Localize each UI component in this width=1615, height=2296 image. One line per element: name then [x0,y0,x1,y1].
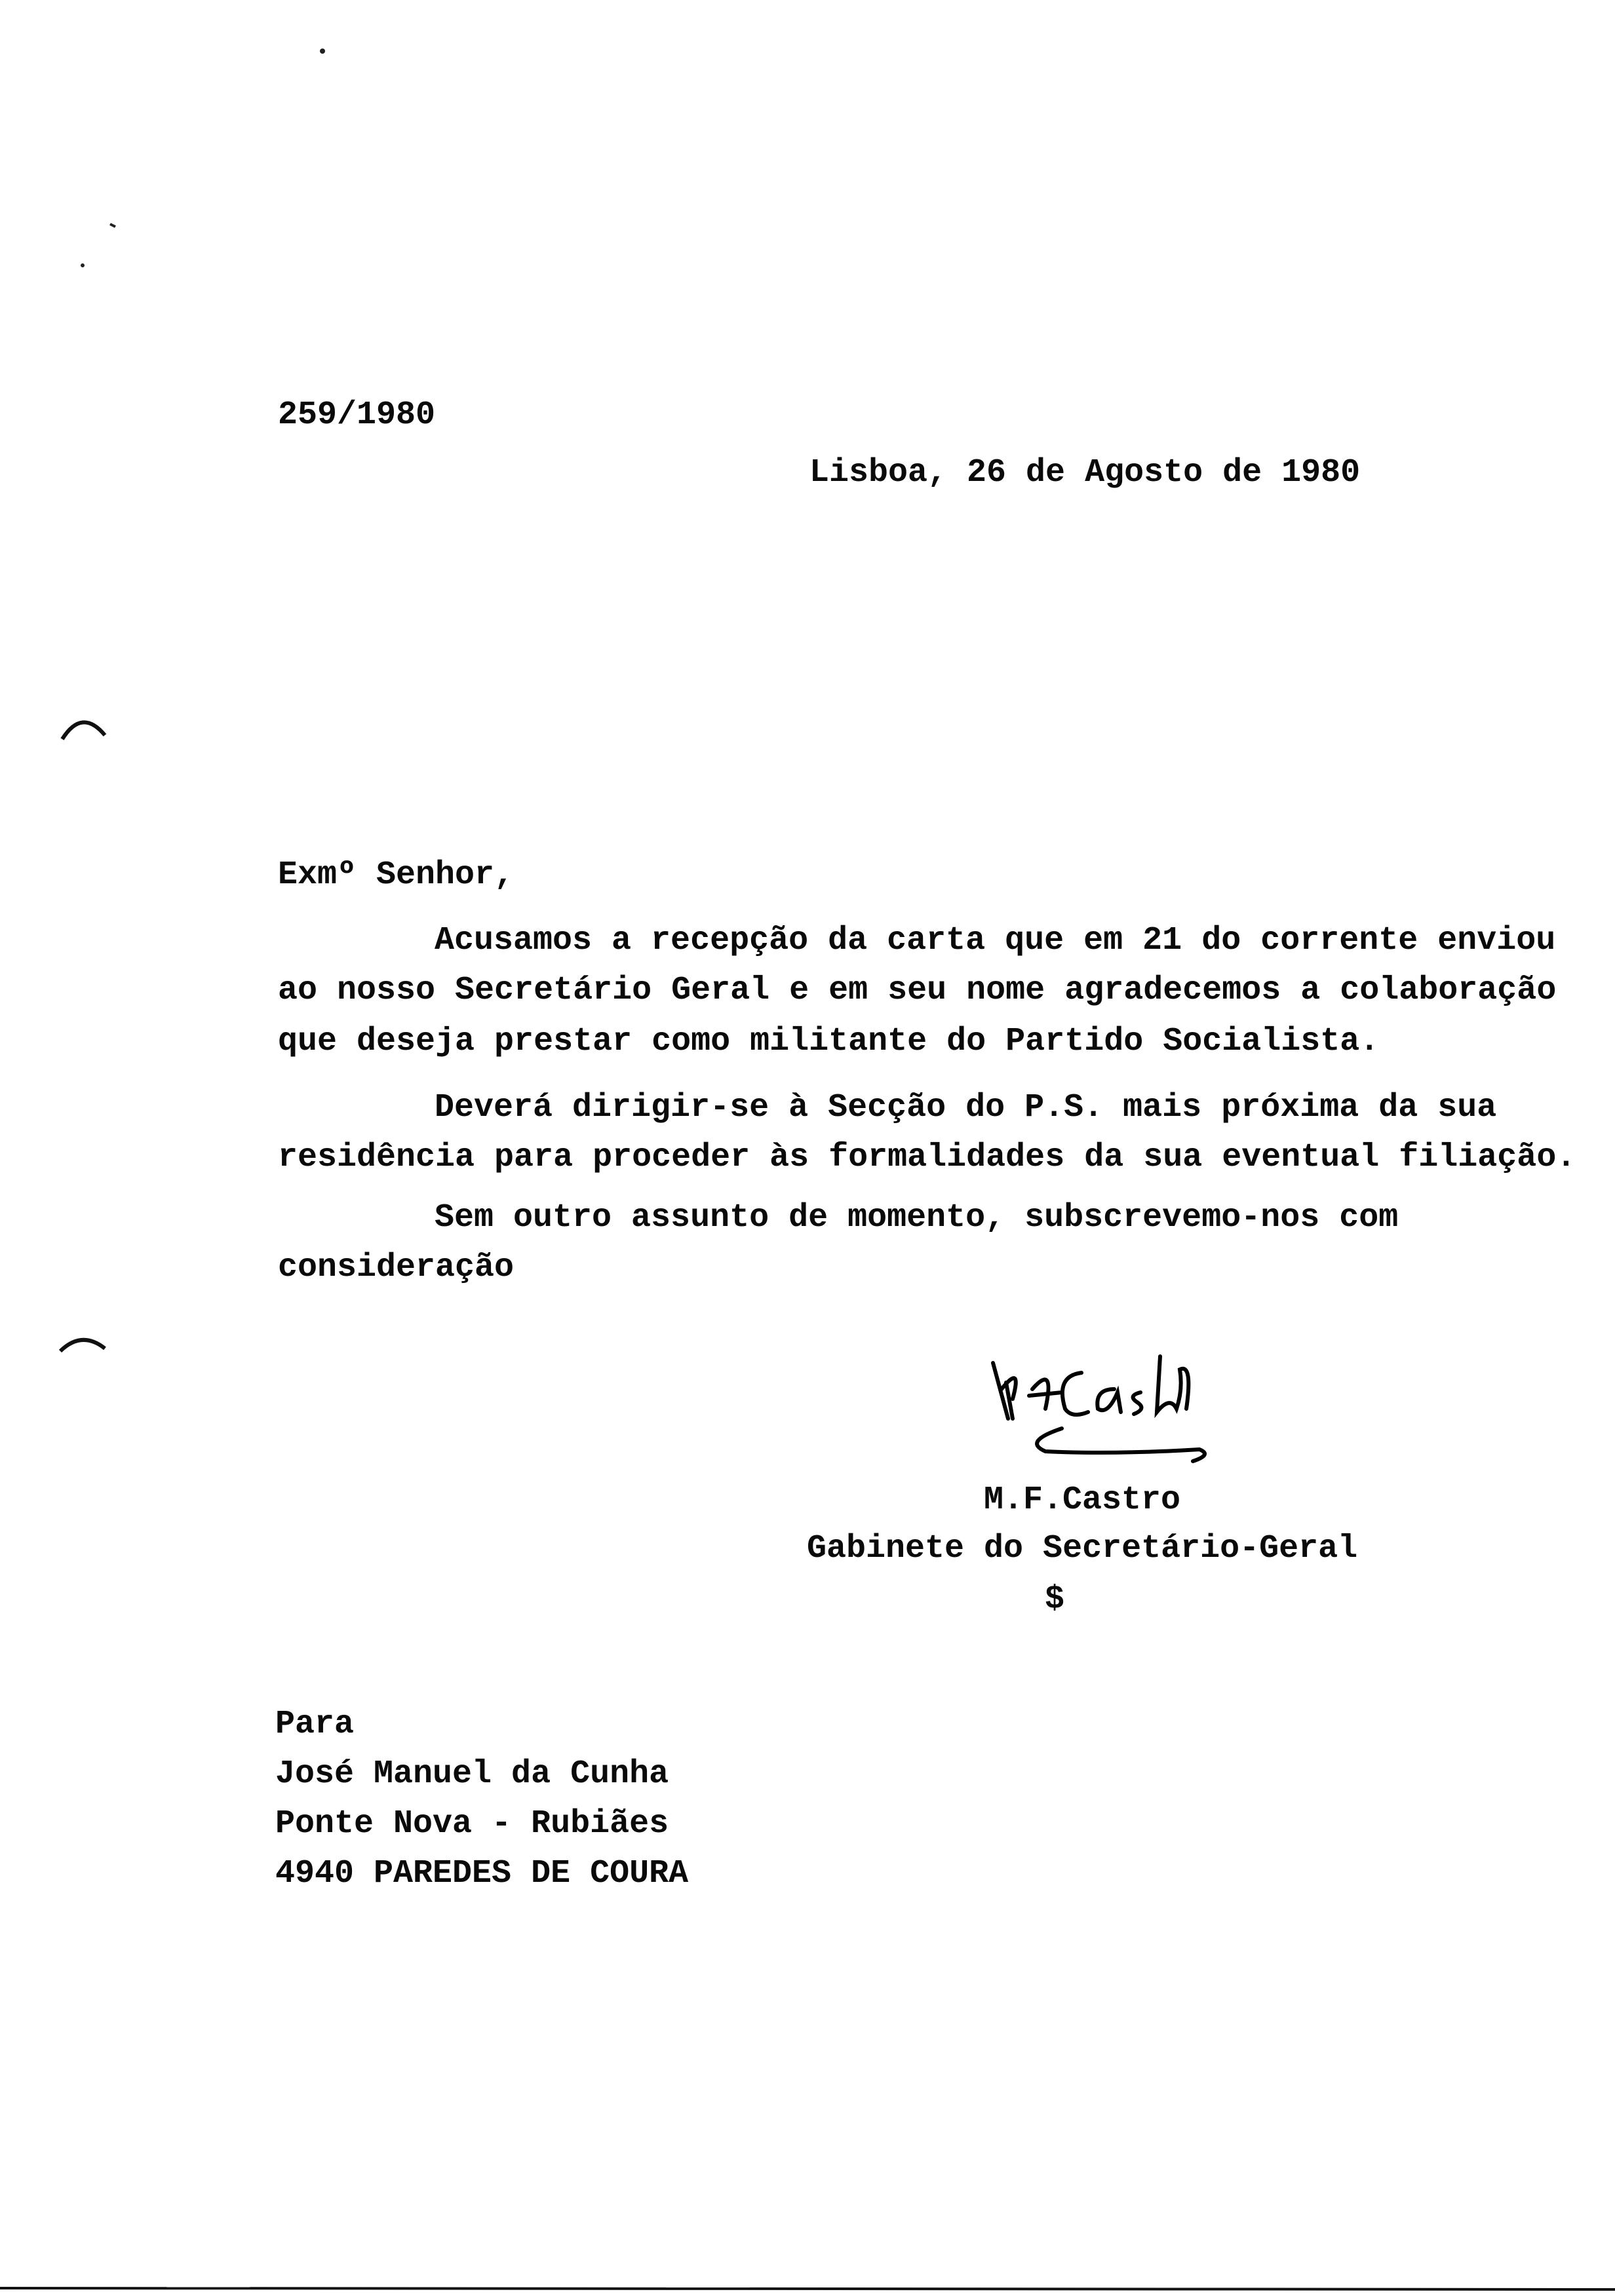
signatory-mark: $ [1045,1581,1065,1618]
recipient-label: Para [275,1706,355,1743]
paragraph-2-line-1: Deverá dirigir-se à Secção do P.S. mais próxima da sua [435,1089,1497,1126]
paragraph-1-line-3: que deseja prestar como militante do Partido Socialista. [278,1023,1380,1060]
paragraph-3-line-1: Sem outro assunto de momento, subscrevemo-nos com [435,1199,1399,1236]
paragraph-3-line-2: consideração [278,1249,515,1286]
salutation: Exmº Senhor, [278,856,515,894]
recipient-name: José Manuel da Cunha [275,1755,669,1793]
signatory-title: Gabinete do Secretário-Geral [807,1530,1358,1567]
recipient-postal: 4940 PAREDES DE COURA [275,1855,689,1892]
paragraph-2-line-2: residência para proceder às formalidades da sua eventual filiação. [278,1139,1576,1176]
signatory-name: M.F.Castro [984,1482,1181,1519]
recipient-address: Ponte Nova - Rubiães [275,1805,669,1843]
paragraph-1-line-2: ao nosso Secretário Geral e em seu nome agradecemos a colaboração [278,972,1557,1009]
date-line: Lisboa, 26 de Agosto de 1980 [809,454,1361,491]
handwritten-signature [983,1337,1272,1468]
paragraph-1-line-1: Acusamos a recepção da carta que em 21 do corrente enviou [435,922,1556,959]
reference-number: 259/1980 [278,396,436,434]
